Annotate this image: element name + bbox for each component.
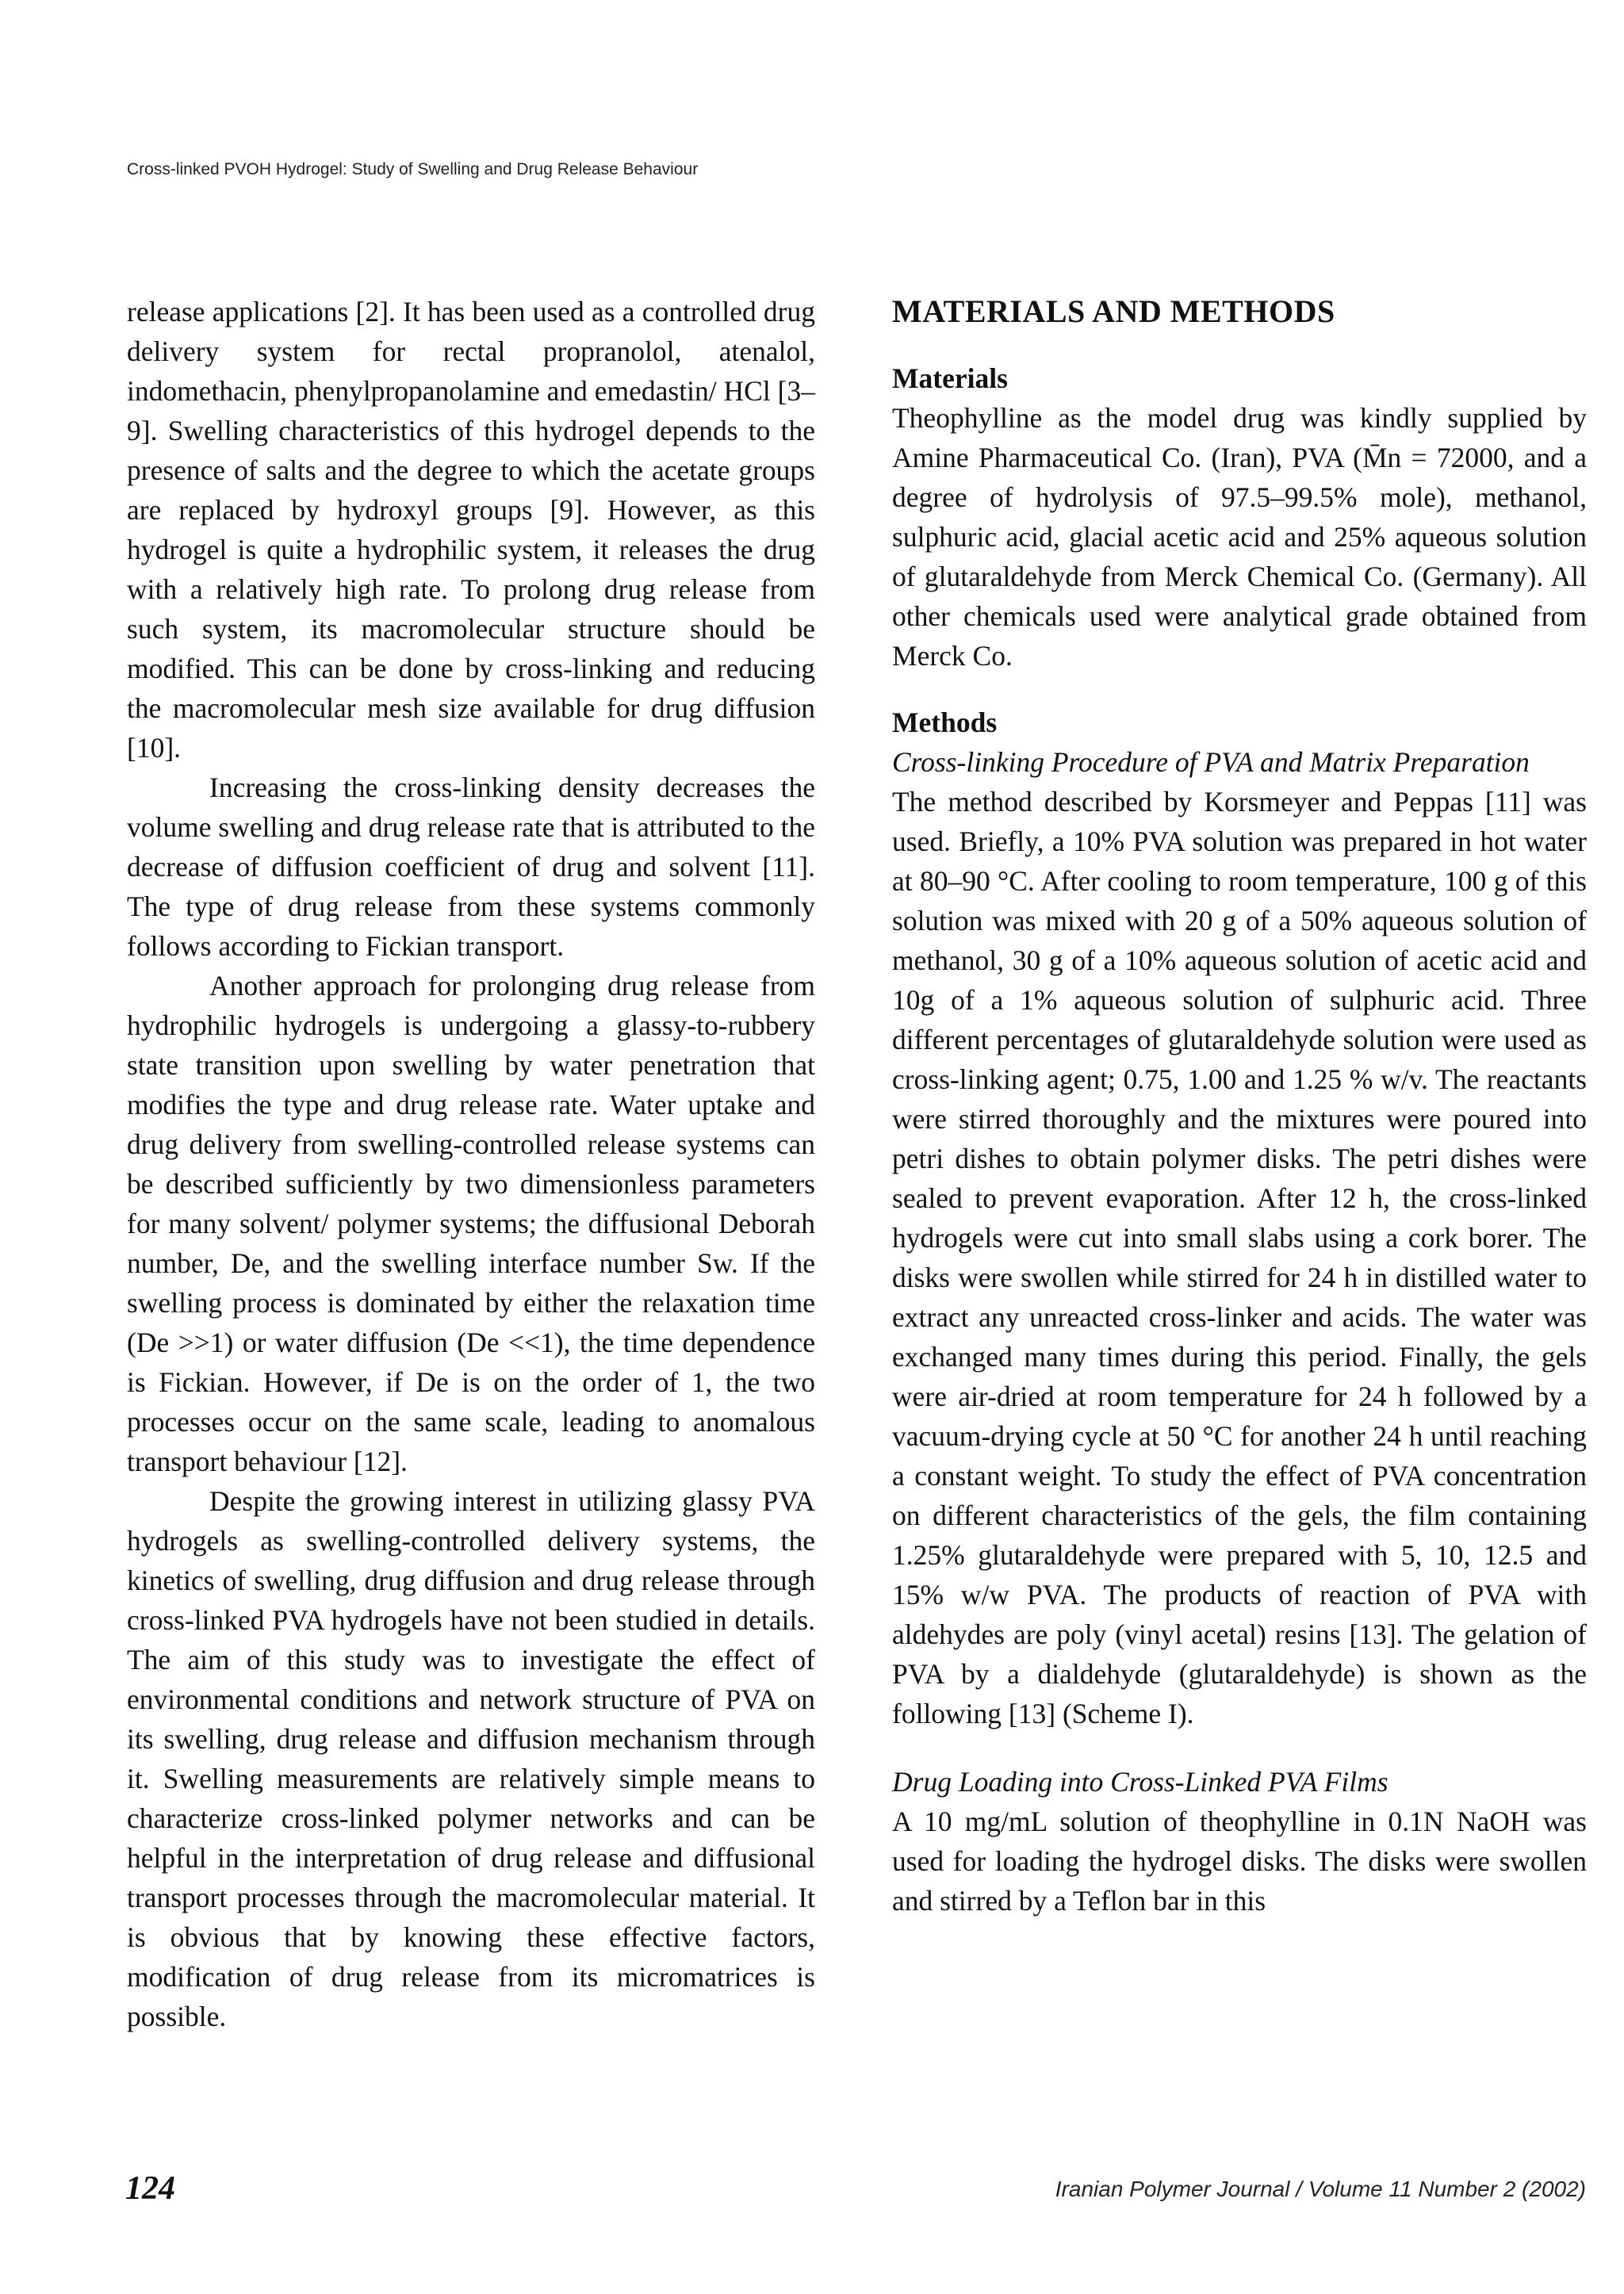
crosslink-paragraph: The method described by Korsmeyer and Peppas [11] was used. Briefly, a 10% PVA solution was prepared in hot water at 80–90 °C. After cooling to room temperature, 100 g of this solution was mixed with 20 g of a 50% aqueous solution of methanol, 30 g of a 10% aqueous solution of acetic acid and 10g of a 1% aqueous solution of sulphuric acid. Three different percentages of glutaraldehyde solution were used as cross-linking agent; 0.75, 1.00 and 1.25 % w/v. The reactants were stirred thoroughly and the mixtures were poured into petri dishes to obtain polymer disks. The petri dishes were sealed to prevent evaporation. After 12 h, the cross-linked hydrogels were cut into small slabs using a cork borer. The disks were swollen while stirred for 24 h in distilled water to extract any unreacted cross-linker and acids. The water was exchanged many times during this period. Finally, the gels were air-dried at room temperature for 24 h followed by a vacuum-drying cycle at 50 °C for another 24 h until reaching a constant weight. To study the effect of PVA concentration on different characteristics of the gels, the film containing 1.25% glutaraldehyde were prepared with 5, 10, 12.5 and 15% w/w PVA. The products of reaction of PVA with aldehydes are poly (vinyl acetal) resins [13]. The gelation of PVA by a dialdehyde (glutaraldehyde) is shown as the following [13] (Scheme I). [892,786,1587,1729]
materials-heading: Materials [892,362,1008,394]
materials-paragraph: Theophylline as the model drug was kindly supplied by Amine Pharmaceutical Co. (Iran), PVA (M̄n = 72000, and a degree of hydrolysis of 97.5–99.5% mole), methanol, sulphuric acid, glacial acetic acid and 25% aqueous solution of glutaraldehyde from Merck Chemical Co. (Germany). All other chemicals used were analytical grade obtained from Merck Co. [892,402,1587,672]
paragraph: Despite the growing interest in utilizing glassy PVA hydrogels as swelling-controlled delivery systems, the kinetics of swelling, drug diffusion and drug release through cross-linked PVA hydrogels have not been studied in details. The aim of this study was to investigate the effect of environmental conditions and network structure of PVA on its swelling, drug release and diffusion mechanism through it. Swelling measurements are relatively simple means to characterize cross-linked polymer networks and can be helpful in the interpretation of drug release and diffusional transport processes through the macromolecular material. It is obvious that by knowing these effective factors, modification of drug release from its micromatrices is possible. [127,1485,815,2032]
loading-paragraph: A 10 mg/mL solution of theophylline in 0.1N NaOH was used for loading the hydrogel disks. The disks were swollen and stirred by a Teflon bar in this [892,1806,1587,1917]
page-number: 124 [125,2170,175,2207]
paragraph: Another approach for prolonging drug release from hydrophilic hydrogels is undergoing a glassy-to-rubbery state transition upon swelling by water penetration that modifies the type and drug release rate. Water uptake and drug delivery from swelling-controlled release systems can be described sufficiently by two dimensionless parameters for many solvent/ polymer systems; the diffusional Deborah number, De, and the swelling interface number Sw. If the swelling process is dominated by either the relaxation time (De >>1) or water diffusion (De <<1), the time dependence is Fickian. However, if De is on the order of 1, the two processes occur on the same scale, leading to anomalous transport behaviour [12]. [127,970,815,1477]
left-column [127,292,815,2036]
right-column [892,292,1587,1921]
loading-heading: Drug Loading into Cross-Linked PVA Films [892,1766,1388,1798]
crosslink-heading: Cross-linking Procedure of PVA and Matrix Preparation [892,746,1530,778]
journal-footer: Iranian Polymer Journal / Volume 11 Number 2 (2002) [1055,2177,1586,2201]
running-header: Cross-linked PVOH Hydrogel: Study of Swelling and Drug Release Behaviour [127,160,699,178]
section-title: MATERIALS AND METHODS [892,293,1335,329]
paragraph: Increasing the cross-linking density decreases the volume swelling and drug release rate that is attributed to the decrease of diffusion coefficient of drug and solvent [11]. The type of drug release from these systems commonly follows according to Fickian transport. [127,772,815,962]
methods-heading: Methods [892,707,998,738]
paragraph: release applications [2]. It has been used as a controlled drug delivery system for rectal propranolol, atenalol, indomethacin, phenylpropanolamine and emedastin/ HCl [3–9]. Swelling characteristics of this hydrogel depends to the presence of salts and the degree to which the acetate groups are replaced by hydroxyl groups [9]. However, as this hydrogel is quite a hydrophilic system, it releases the drug with a relatively high rate. To prolong drug release from such system, its macromolecular structure should be modified. This can be done by cross-linking and reducing the macromolecular mesh size available for drug diffusion [10]. [127,296,815,764]
